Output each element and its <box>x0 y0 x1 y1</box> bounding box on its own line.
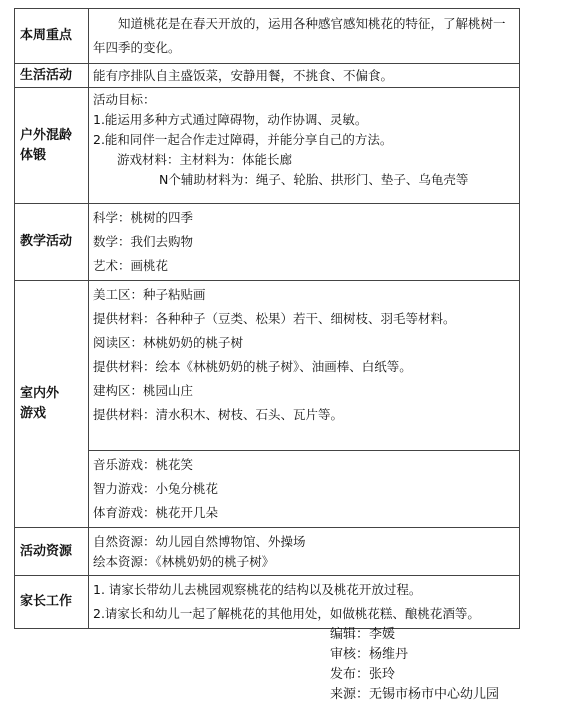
table-row <box>15 281 520 451</box>
outdoor-header-line1: 户外混龄 <box>20 127 73 143</box>
life-text: 能有序排队自主盛饭菜，安静用餐，不挑食、不偏食。 <box>93 67 394 83</box>
row-header-life: 生活活动 <box>15 64 89 88</box>
row-content-teaching <box>89 204 520 281</box>
row-content-outdoor <box>89 88 520 204</box>
table-row <box>15 88 520 204</box>
row-header-indoor <box>15 281 89 528</box>
credit-reviewer: 审核：杨维丹 <box>330 647 409 662</box>
row-header-teaching: 教学活动 <box>15 204 89 281</box>
weekly-plan-table <box>14 8 520 629</box>
row-content-indoor-games <box>89 451 520 528</box>
table-row <box>15 204 520 281</box>
row-content-resources <box>89 528 520 576</box>
outdoor-header-line2: 体锻 <box>20 147 47 163</box>
row-header-resources: 活动资源 <box>15 528 89 576</box>
teaching-line: 数学：我们去购物 <box>93 234 194 249</box>
family-line: 2.请家长和幼儿一起了解桃花的其他用处，如做桃花糕、酿桃花酒等。 <box>93 606 480 621</box>
teaching-line: 科学：桃树的四季 <box>93 210 194 225</box>
indoor-line: 建构区：桃园山庄 <box>93 383 194 398</box>
family-line: 1. 请家长带幼儿去桃园观察桃花的结构以及桃花开放过程。 <box>93 582 422 597</box>
outdoor-line: 游戏材料：主材料为：体能长廊 <box>117 152 293 167</box>
game-line: 音乐游戏：桃花笑 <box>93 457 194 472</box>
row-header-focus: 本周重点 <box>15 9 89 64</box>
row-content-life <box>89 64 520 88</box>
indoor-line: 阅读区：林桃奶奶的桃子树 <box>93 335 244 350</box>
focus-text: 知道桃花是在春天开放的，运用各种感官感知桃花的特征，了解桃树一年四季的变化。 <box>93 16 506 55</box>
game-line: 体育游戏：桃花开几朵 <box>93 505 219 520</box>
outdoor-line: 2.能和同伴一起合作走过障碍，并能分享自己的方法。 <box>93 132 393 147</box>
credits-block <box>330 625 499 705</box>
credit-source: 来源：无锡市杨市中心幼儿园 <box>330 687 500 702</box>
table-row <box>15 64 520 88</box>
indoor-line: 提供材料：各种种子（豆类、松果）若干、细树枝、羽毛等材料。 <box>93 311 456 326</box>
resource-line: 自然资源：幼儿园自然博物馆、外操场 <box>93 533 306 549</box>
indoor-header-line2: 游戏 <box>20 406 47 421</box>
row-header-family: 家长工作 <box>15 576 89 629</box>
indoor-line: 美工区：种子粘贴画 <box>93 287 206 302</box>
row-content-focus <box>89 9 520 64</box>
outdoor-line: 活动目标： <box>93 92 156 107</box>
row-content-indoor-areas <box>89 281 520 451</box>
teaching-line: 艺术：画桃花 <box>93 258 169 273</box>
indoor-header-line1: 室内外 <box>20 386 60 401</box>
row-content-family <box>89 576 520 629</box>
credit-publisher: 发布：张玲 <box>330 667 396 682</box>
indoor-line: 提供材料：清水积木、树枝、石头、瓦片等。 <box>93 407 344 422</box>
game-line: 智力游戏：小兔分桃花 <box>93 481 219 496</box>
outdoor-line: N个辅助材料为：绳子、轮胎、拱形门、垫子、乌龟壳等 <box>159 172 469 187</box>
outdoor-line: 1.能运用多种方式通过障碍物，动作协调、灵敏。 <box>93 112 368 127</box>
table-row <box>15 9 520 64</box>
credit-editor: 编辑：李媛 <box>330 627 396 642</box>
table-row <box>15 451 520 528</box>
indoor-line: 提供材料：绘本《林桃奶奶的桃子树》、油画棒、白纸等。 <box>93 359 412 374</box>
table-row <box>15 576 520 629</box>
row-header-outdoor <box>15 88 89 204</box>
table-row <box>15 528 520 576</box>
resource-line: 绘本资源：《林桃奶奶的桃子树》 <box>93 553 275 569</box>
